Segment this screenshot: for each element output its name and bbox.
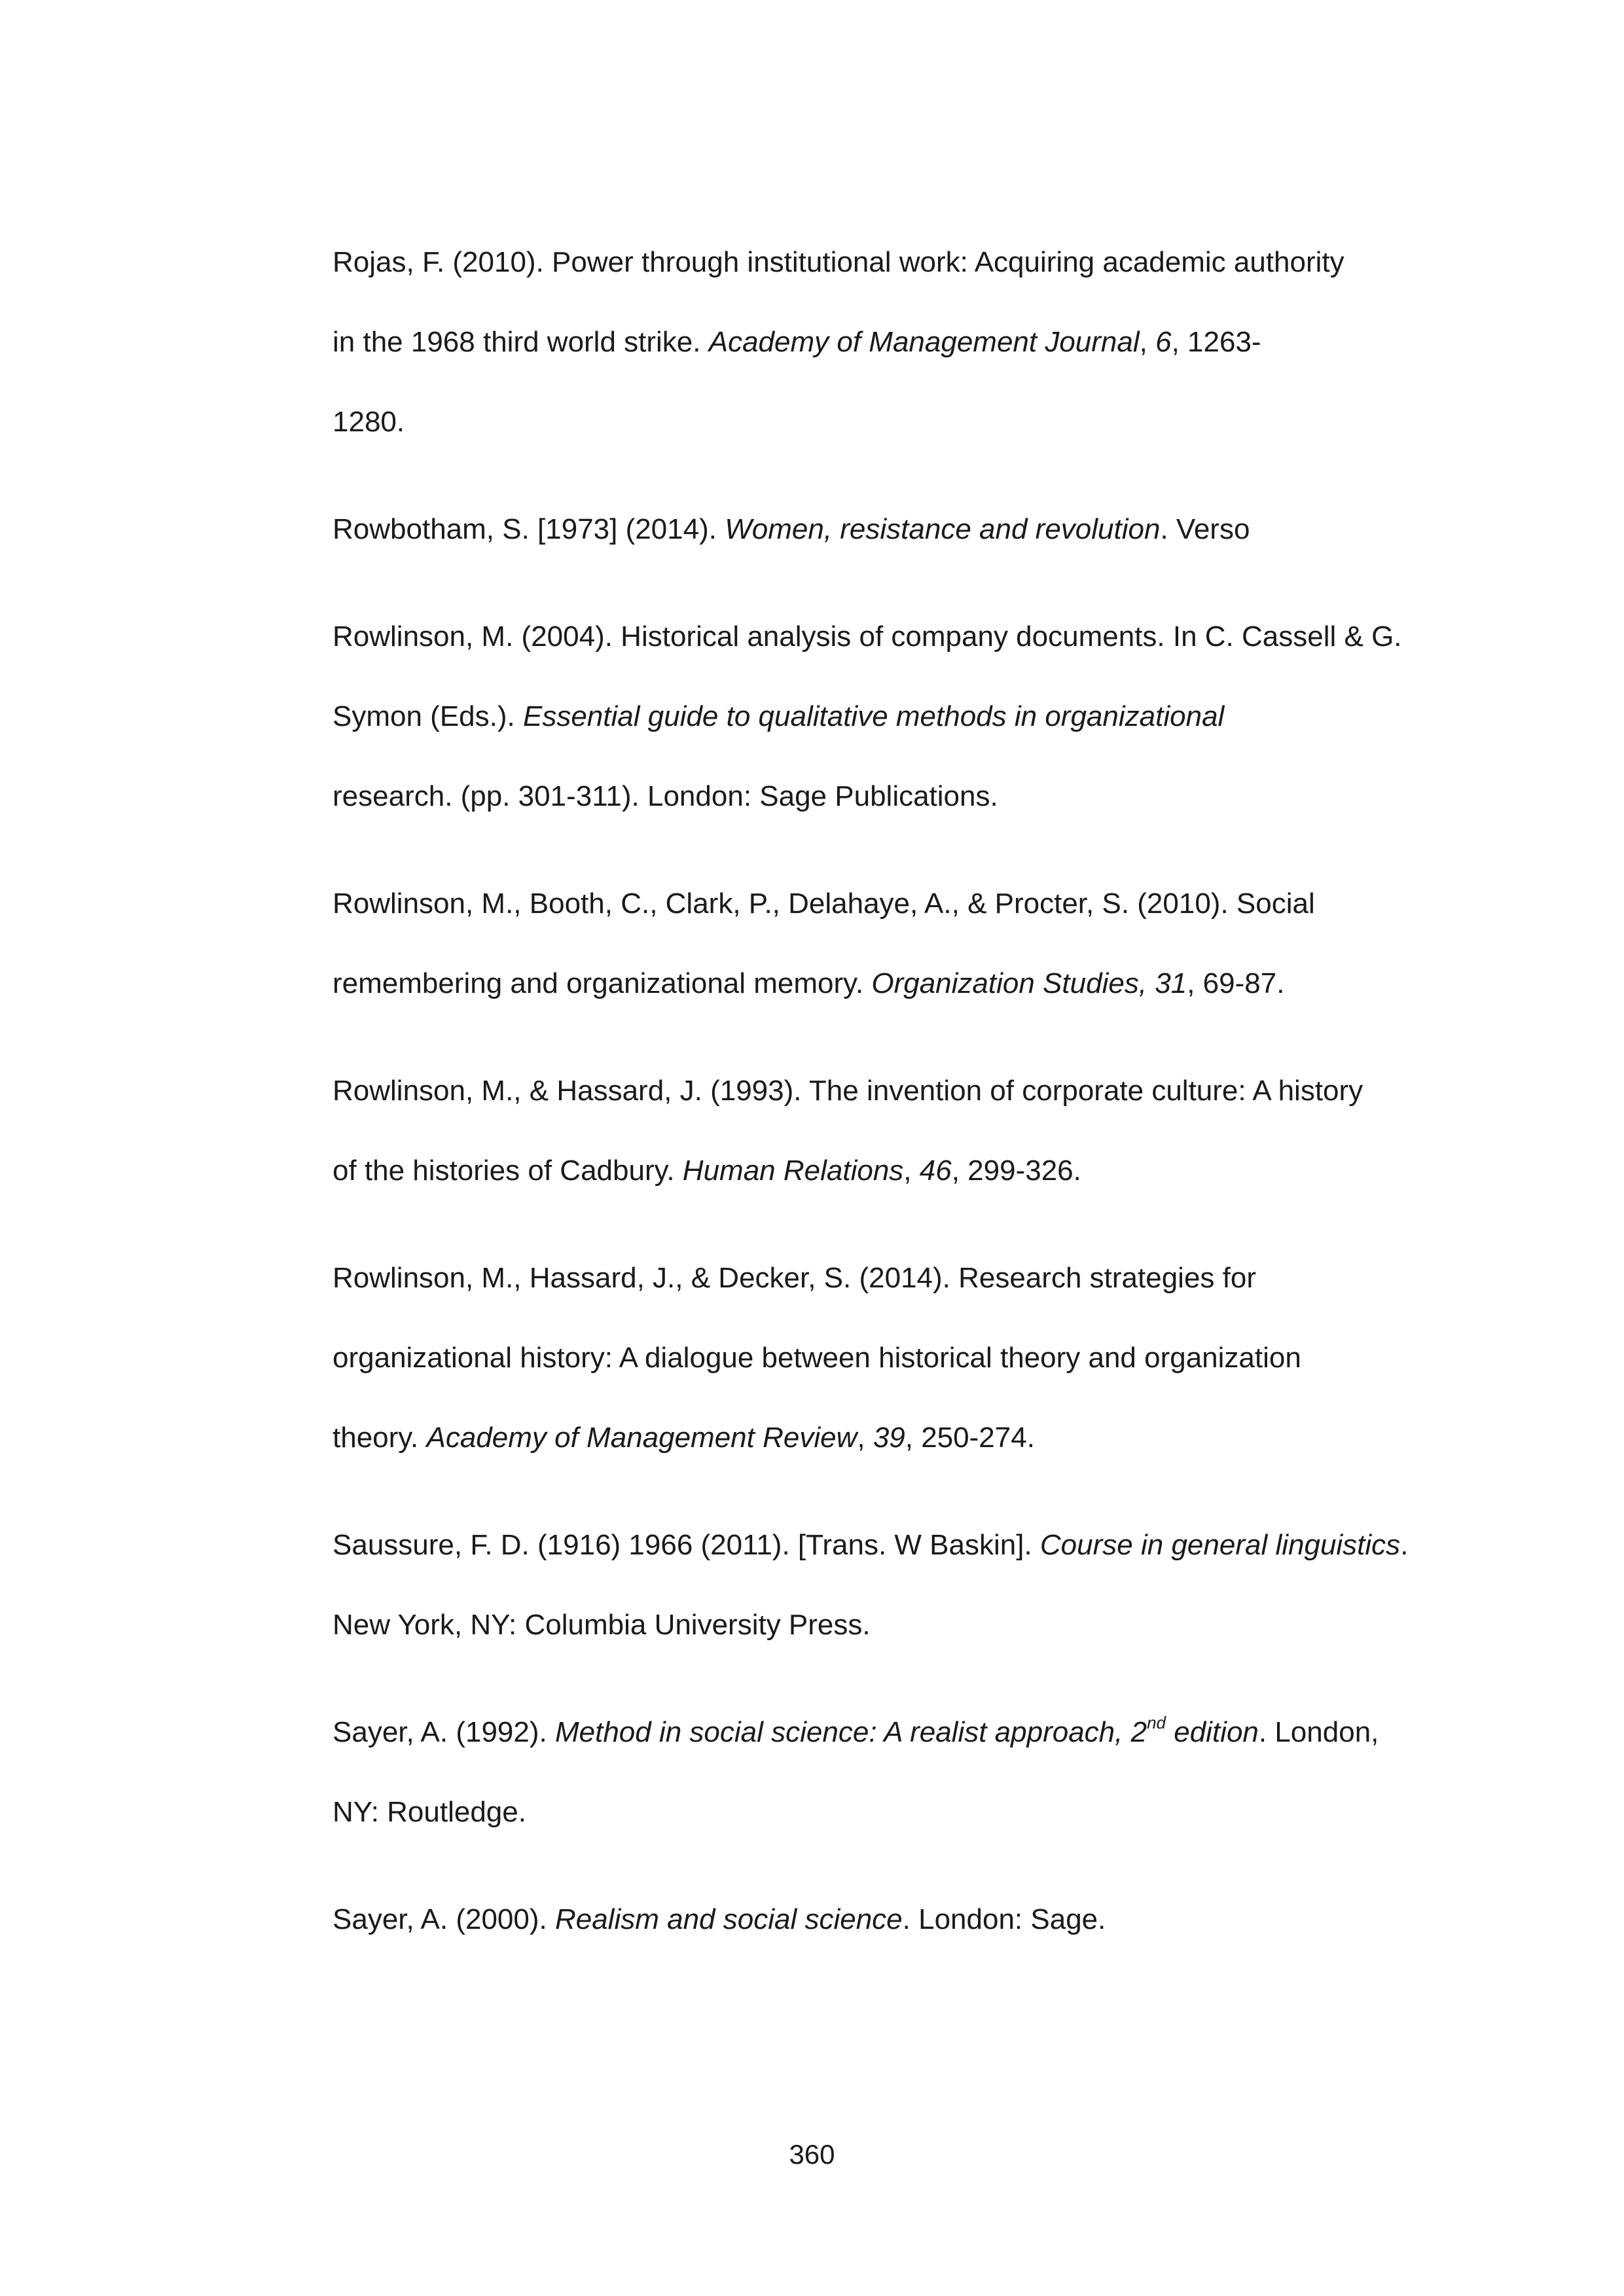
- reference-text: Rowlinson, M. (2004). Historical analysis of company documents. In C. Cassell & G.: [333, 620, 1402, 653]
- reference-line: [333, 1693, 1445, 1772]
- page-number: 360: [789, 2139, 835, 2170]
- reference-line: [333, 757, 1445, 836]
- reference-text: Sayer, A. (2000).: [333, 1903, 555, 1935]
- reference-line: [333, 944, 1445, 1024]
- reference-text: Rowbotham, S. [1973] (2014).: [333, 513, 725, 545]
- reference-line: [333, 223, 1445, 302]
- reference-text: NY: Routledge.: [333, 1796, 526, 1828]
- reference-text: . London: Sage.: [902, 1903, 1106, 1935]
- reference-entry: [333, 1880, 1445, 1960]
- reference-text: remembering and organizational memory.: [333, 967, 872, 999]
- reference-text: .: [1400, 1529, 1409, 1561]
- reference-list: [333, 223, 1445, 1987]
- reference-italic-text: 6: [1155, 326, 1172, 358]
- reference-italic-text: Method in social science: A realist approach, 2: [554, 1716, 1147, 1748]
- reference-line: [333, 864, 1445, 944]
- reference-line: [333, 1772, 1445, 1852]
- reference-text: Symon (Eds.).: [333, 700, 523, 732]
- reference-text: New York, NY: Columbia University Press.: [333, 1609, 871, 1641]
- reference-text: theory.: [333, 1422, 427, 1454]
- reference-line: [333, 490, 1445, 569]
- reference-line: [333, 1051, 1445, 1131]
- reference-line: [333, 1238, 1445, 1318]
- reference-text: 1280.: [333, 406, 405, 438]
- reference-italic-text: Realism and social science: [554, 1903, 903, 1935]
- reference-entry: [333, 864, 1445, 1024]
- reference-text: ,: [903, 1155, 920, 1187]
- reference-text: of the histories of Cadbury.: [333, 1155, 683, 1187]
- reference-entry: [333, 1505, 1445, 1665]
- reference-text: Rojas, F. (2010). Power through institutional work: Acquiring academic authority: [333, 246, 1344, 278]
- reference-text: . Verso: [1160, 513, 1250, 545]
- reference-italic-text: nd: [1147, 1713, 1166, 1732]
- reference-line: [333, 302, 1445, 382]
- reference-line: [333, 382, 1445, 462]
- reference-italic-text: 39: [873, 1422, 905, 1454]
- reference-text: organizational history: A dialogue between historical theory and organization: [333, 1342, 1301, 1374]
- reference-italic-text: Course in general linguistics: [1039, 1529, 1401, 1561]
- reference-italic-text: Academy of Management Review: [426, 1422, 857, 1454]
- reference-entry: [333, 490, 1445, 569]
- reference-line: [333, 1505, 1445, 1585]
- reference-italic-text: Women, resistance and revolution: [725, 513, 1161, 545]
- reference-entry: [333, 1693, 1445, 1852]
- reference-text: Sayer, A. (1992).: [333, 1716, 555, 1748]
- reference-italic-text: Essential guide to qualitative methods in organizational: [522, 700, 1225, 732]
- reference-line: [333, 1398, 1445, 1478]
- reference-text: Rowlinson, M., Booth, C., Clark, P., Delahaye, A., & Procter, S. (2010). Social: [333, 888, 1315, 920]
- reference-entry: [333, 597, 1445, 836]
- reference-italic-text: Human Relations: [682, 1155, 904, 1187]
- reference-text: , 299-326.: [951, 1155, 1081, 1187]
- reference-text: in the 1968 third world strike.: [333, 326, 709, 358]
- reference-text: , 250-274.: [905, 1422, 1035, 1454]
- reference-text: Saussure, F. D. (1916) 1966 (2011). [Trans. W Baskin].: [333, 1529, 1040, 1561]
- reference-text: ,: [1139, 326, 1156, 358]
- reference-italic-text: Academy of Management Journal: [708, 326, 1140, 358]
- reference-line: [333, 597, 1445, 677]
- reference-line: [333, 1131, 1445, 1211]
- reference-text: , 1263-: [1171, 326, 1261, 358]
- reference-text: Rowlinson, M., & Hassard, J. (1993). The invention of corporate culture: A history: [333, 1075, 1363, 1107]
- reference-line: [333, 1585, 1445, 1665]
- reference-line: [333, 1318, 1445, 1398]
- reference-text: ,: [857, 1422, 873, 1454]
- reference-text: Rowlinson, M., Hassard, J., & Decker, S. (2014). Research strategies for: [333, 1262, 1256, 1294]
- reference-entry: [333, 1238, 1445, 1478]
- reference-text: research. (pp. 301-311). London: Sage Publications.: [333, 780, 998, 812]
- reference-italic-text: Organization Studies, 31: [871, 967, 1187, 999]
- reference-italic-text: edition: [1166, 1716, 1259, 1748]
- reference-line: [333, 677, 1445, 757]
- reference-text: . London,: [1258, 1716, 1379, 1748]
- reference-italic-text: 46: [919, 1155, 952, 1187]
- reference-entry: [333, 223, 1445, 462]
- reference-line: [333, 1880, 1445, 1960]
- reference-text: , 69-87.: [1187, 967, 1285, 999]
- reference-entry: [333, 1051, 1445, 1211]
